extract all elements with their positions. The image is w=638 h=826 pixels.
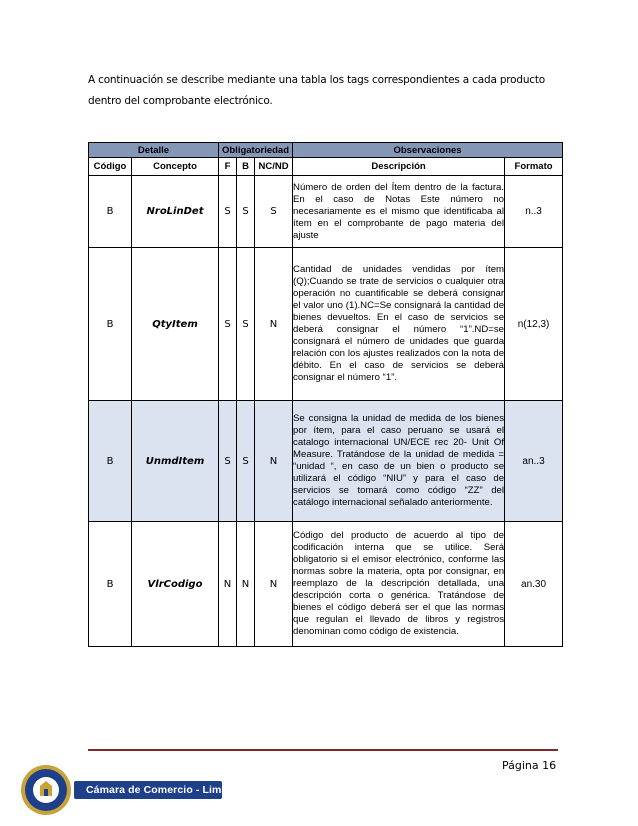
cell-ncnd: N: [255, 401, 293, 522]
table-row: [89, 176, 563, 248]
table-row: [89, 248, 563, 401]
cell-f: N: [219, 522, 237, 647]
col-header-b: B: [237, 158, 255, 176]
footer-divider: [88, 749, 558, 751]
cell-formato: an..3: [505, 401, 563, 522]
cell-f: S: [219, 401, 237, 522]
col-header-codigo: Código: [89, 158, 132, 176]
cell-concepto: QtyItem: [132, 248, 219, 401]
intro-paragraph: A continuación se describe mediante una tabla los tags correspondientes a cada producto dentro del comprobante electrónico.: [88, 74, 546, 107]
cell-ncnd: S: [255, 176, 293, 248]
cell-b: S: [237, 401, 255, 522]
cell-formato: n(12,3): [505, 248, 563, 401]
cell-b: N: [237, 522, 255, 647]
group-header-observaciones: Observaciones: [293, 143, 563, 158]
cell-formato: an.30: [505, 522, 563, 647]
group-header-detalle: Detalle: [89, 143, 219, 158]
cell-ncnd: N: [255, 248, 293, 401]
tags-table: [88, 142, 563, 647]
cell-concepto: NroLinDet: [132, 176, 219, 248]
cell-codigo: B: [89, 401, 132, 522]
group-header-obligatoriedad: Obligatoriedad: [219, 143, 293, 158]
cell-b: S: [237, 248, 255, 401]
table-row: [89, 522, 563, 647]
group-header-row: [89, 143, 563, 158]
cell-f: S: [219, 248, 237, 401]
cell-codigo: B: [89, 176, 132, 248]
page-number: Página 16: [502, 759, 557, 772]
cell-b: S: [237, 176, 255, 248]
cell-codigo: B: [89, 248, 132, 401]
cell-descripcion: Número de orden del Ítem dentro de la factura. En el caso de Notas Este número no necesariamente es el mismo que identificaba al ítem en el comprobante de pago materia del ajuste: [293, 176, 505, 248]
col-header-formato: Formato: [505, 158, 563, 176]
cell-concepto: UnmdItem: [132, 401, 219, 522]
cell-formato: n..3: [505, 176, 563, 248]
col-header-descripcion: Descripción: [293, 158, 505, 176]
cell-f: S: [219, 176, 237, 248]
col-header-concepto: Concepto: [132, 158, 219, 176]
table-row: [89, 401, 563, 522]
cell-descripcion: Se consigna la unidad de medida de los bienes por ítem, para el caso peruano se usará el catalogo internacional UN/ECE rec 20- Unit Of Measure. Tratándose de la unidad de medida = “unidad “, en caso de un bien o producto se utilizará el código “NIU” y para el caso de servicios se tomará como código “ZZ” del catálogo internacional señalado anteriormente.: [293, 401, 505, 522]
column-header-row: [89, 158, 563, 176]
cell-descripcion: Cantidad de unidades vendidas por ítem (Q);Cuando se trate de servicios o cualquier otra operación no cuantificable se deberá consignar el valor uno (1).NC=Se consignará la cantidad de bienes devueltos. En el caso de servicios se deberá consignar el número “1”.ND=se consignará el número de unidades que guarda relación con los ajustes realizados con la nota de débito. En el caso de servicios se deberá consignar el número “1”.: [293, 248, 505, 401]
chamber-seal-icon: [20, 764, 72, 816]
col-header-ncnd: NC/ND: [255, 158, 293, 176]
cell-concepto: VlrCodigo: [132, 522, 219, 647]
cell-codigo: B: [89, 522, 132, 647]
brand-name: Cámara de Comercio - Lima: [86, 784, 228, 796]
cell-descripcion: Código del producto de acuerdo al tipo de codificación interna que se utilice. Será obligatorio si el emisor electrónico, conforme las normas sobre la materia, opta por consignar, en reemplazo de la descripción detallada, una descripción corta o genérica. Tratándose de bienes el código deberá ser el que las normas que regulan el llevado de libros y registros denominan como código de existencia.: [293, 522, 505, 647]
col-header-f: F: [219, 158, 237, 176]
cell-ncnd: N: [255, 522, 293, 647]
